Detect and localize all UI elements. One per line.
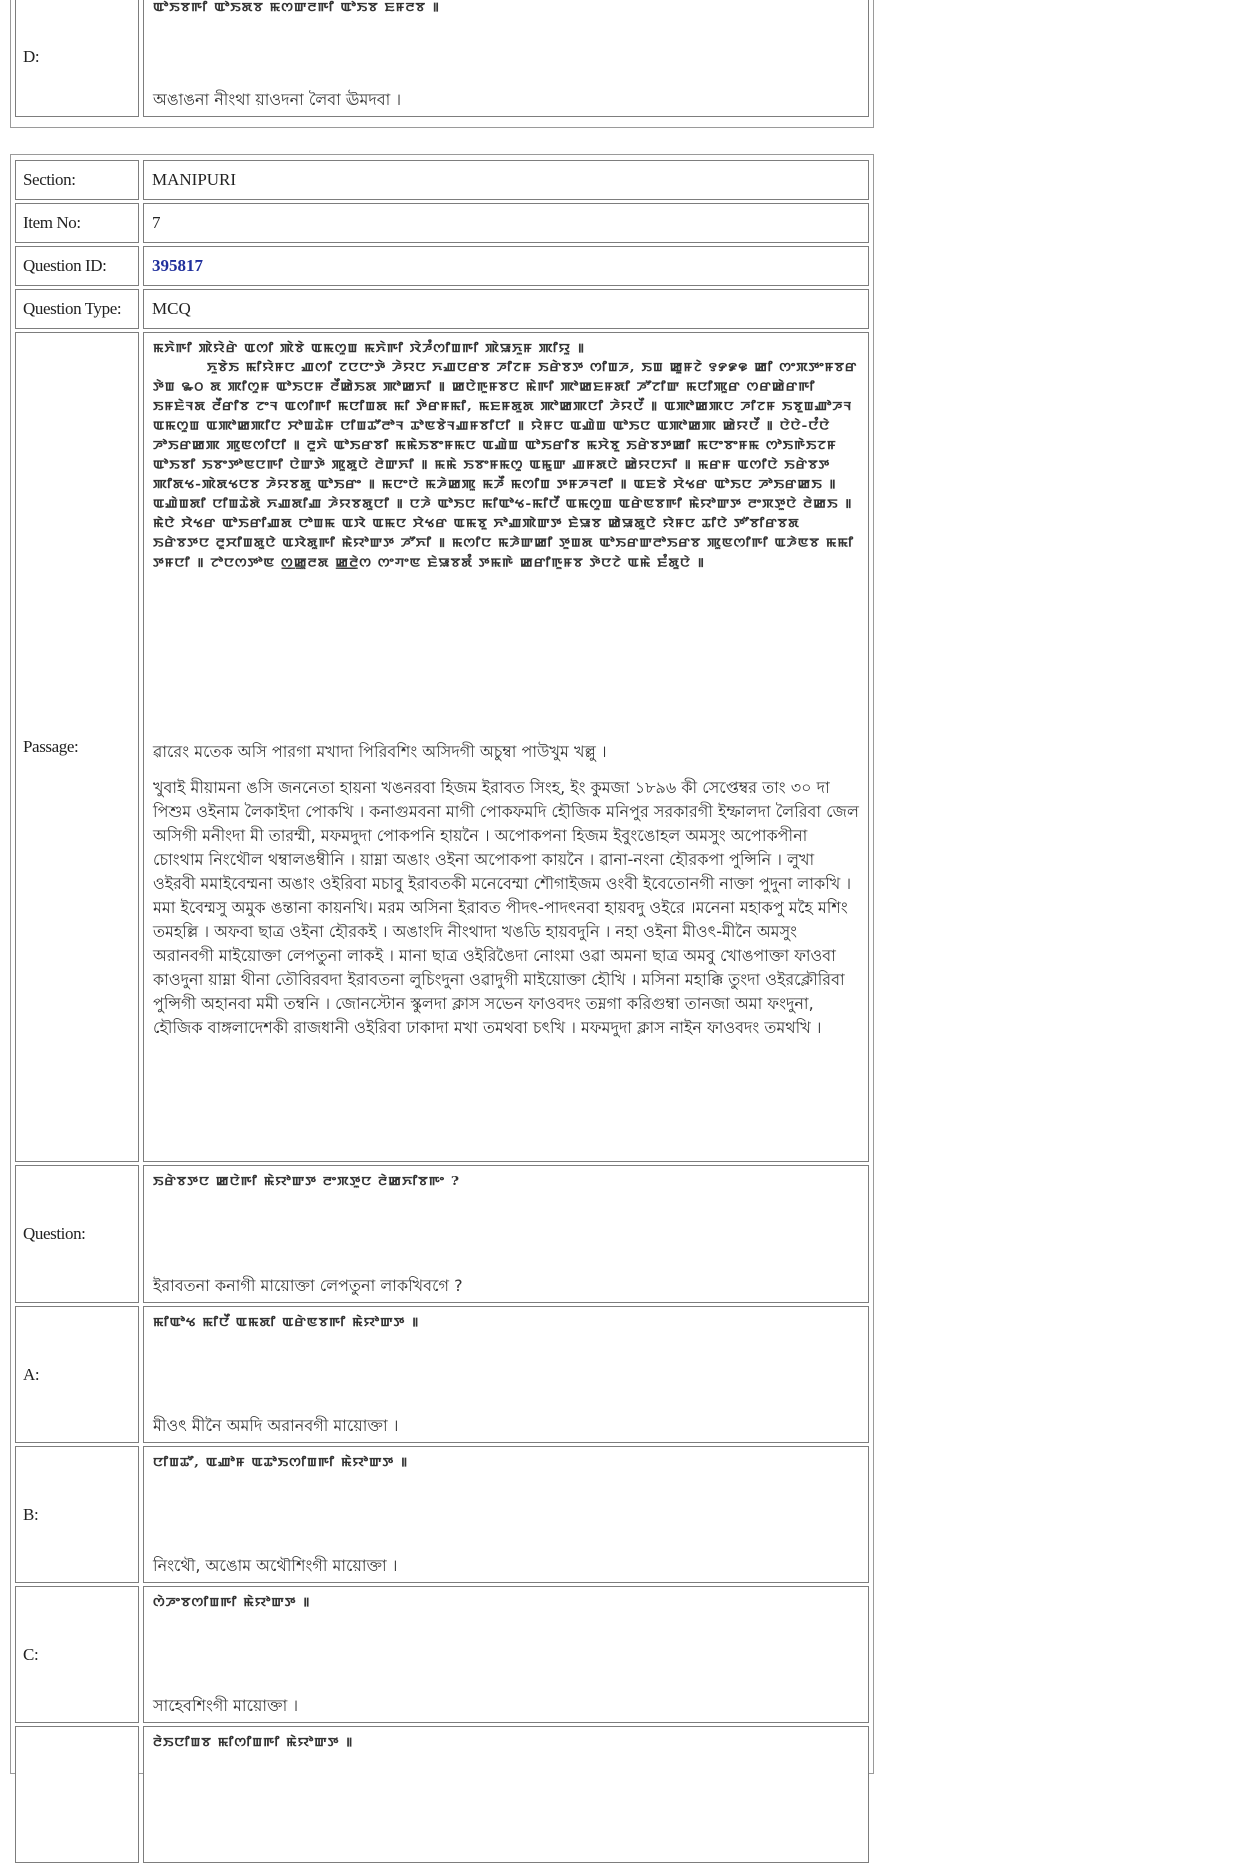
question-id-value-cell: [143, 246, 869, 286]
option-a-label: A:: [23, 1364, 40, 1384]
section-label-cell: [15, 160, 139, 200]
option-d-partial-label-cell: [15, 1726, 139, 1863]
passage-bengali-title: ৱারেং মতেক অসি পারগা মখাদা পিরিবশিং অসিদগী অচুম্বা পাউখুম খল্লু ।: [153, 742, 607, 761]
section-value: MANIPURI: [152, 170, 237, 189]
option-d-partial-row: [15, 1726, 869, 1863]
option-d-partial-manipuri-text: ꯂꯥꯏꯅꯤꯡꯕ ꯃꯤꯁꯤꯡꯒꯤ ꯃꯥꯌꯣꯛꯇ ꯫: [153, 1735, 354, 1750]
question-table: [10, 154, 874, 1774]
item-no-label-cell: [15, 203, 139, 243]
option-b-label-cell: [15, 1446, 139, 1583]
passage-label-cell: [15, 332, 139, 1162]
option-d-label: D:: [23, 47, 40, 66]
question-label-cell: [15, 1165, 139, 1303]
option-c-manipuri-text: ꯁꯥꯍꯦꯕꯁꯤꯡꯒꯤ ꯃꯥꯌꯣꯛꯇ ꯫: [153, 1595, 311, 1610]
item-no-label: Item No:: [23, 213, 81, 232]
option-b-value-cell: [143, 1446, 869, 1583]
question-type-label-cell: [15, 289, 139, 329]
passage-value-cell: [143, 332, 869, 1162]
option-a-bengali-text: মীওৎ মীনৈ অমদি অরানবগী মায়োক্তা ।: [153, 1416, 399, 1435]
item-no-row: [15, 203, 869, 243]
question-type-value: MCQ: [152, 299, 191, 318]
question-label: Question:: [23, 1224, 86, 1243]
passage-content: [153, 339, 860, 1040]
question-id-row: [15, 246, 869, 286]
passage-manipuri-body: ꯈꯨꯕꯥꯏ ꯃꯤꯌꯥꯝꯅ ꯉꯁꯤ ꯖꯅꯅꯦꯇꯥ ꯍꯥꯌꯅ ꯈꯉꯅꯔꯕ ꯍꯤꯖꯝ ꯏꯔꯥꯕꯇ ꯁꯤꯡꯍ, ꯏꯡ ꯀꯨꯝꯖꯥ ꯱꯸꯹꯶ ꯀꯤ ꯁꯦꯞꯇꯦꯝꯕꯔ ꯇꯥꯡ ꯳꯰ ꯗ ꯄꯤꯁꯨꯝ ꯑꯣꯏꯅꯝ ꯂꯩꯀꯥꯏꯗ ꯄꯣꯀꯈꯤ ꯫ ꯀꯅꯥꯒꯨꯝꯕꯅ ꯃꯥꯒꯤ ꯄꯣꯀꯐꯝꯗꯤ ꯍꯧꯖꯤꯛ ꯃꯅꯤꯄꯨꯔ ꯁꯔꯀꯥꯔꯒꯤ ꯏꯝꯐꯥꯜꯗ ꯂꯩꯔꯤꯕ ꯖꯦꯜ ꯑꯁꯤꯒꯤ ꯃꯅꯤꯡꯗ ꯃꯤ ꯇꯥꯔꯝꯃꯤ, ꯃꯐꯝꯗꯨꯗ ꯄꯣꯀꯄꯅꯤ ꯍꯥꯌꯅꯩ ꯫ ꯑꯄꯣꯀꯄꯅ ꯍꯤꯖꯝ ꯏꯕꯨꯡꯉꯣꯍꯜ ꯑꯃꯁꯨꯡ ꯑꯄꯣꯀꯄꯤꯅ ꯆꯣꯡꯊꯥꯝ ꯅꯤꯡꯊꯧꯂꯣꯜ ꯊꯣꯟꯕꯥꯜꯉꯝꯕꯤꯅꯤ ꯫ ꯌꯥꯝꯅ ꯑꯉꯥꯡ ꯑꯣꯏꯅ ꯑꯄꯣꯀꯄ ꯀꯥꯌꯅꯩ ꯫ ꯅꯥꯅꯥ-ꯅꯪꯅꯥ ꯍꯣꯏꯔꯀꯄ ꯄꯨꯟꯁꯤꯅꯤ ꯫ ꯂꯨꯈꯥ ꯑꯣꯏꯔꯕꯤ ꯃꯃꯥꯏꯕꯦꯝꯃꯅ ꯑꯉꯥꯡ ꯑꯣꯏꯔꯤꯕ ꯃꯆꯥꯕꯨ ꯏꯔꯥꯕꯇꯀꯤ ꯃꯅꯦꯕꯦꯝꯃ ꯁꯣꯏꯒꯥꯏꯖꯝ ꯑꯣꯏꯕꯤ ꯏꯕꯦꯇꯣꯟꯅꯒꯤ ꯅꯥꯛꯇꯥ ꯄꯨꯗꯨꯅꯥ ꯂꯥꯛꯈꯤ ꯫ ꯃꯃꯥ ꯏꯕꯦꯝꯃꯁꯨ ꯑꯃꯨꯛ ꯉꯝꯗꯅꯥ ꯀꯥꯌꯅꯈꯤ ꯫ ꯃꯔꯝ ꯑꯁꯤꯅꯥ ꯏꯔꯥꯕꯇ ꯄꯤꯗꯠ-ꯄꯥꯗꯠꯅꯕ ꯍꯥꯌꯕꯗꯨ ꯑꯣꯏꯔꯦ ꯫ ꯃꯅꯦꯅꯥ ꯃꯍꯥꯀꯄꯨ ꯃꯍꯩ ꯃꯁꯤꯡ ꯇꯝꯍꯜꯂꯤ ꯫ ꯑꯐꯕꯥ ꯆꯥꯠꯔ ꯑꯣꯏꯅ ꯍꯣꯏꯔꯀꯏ ꯫ ꯑꯉꯥꯡꯗꯤ ꯅꯤꯡꯊꯥꯗꯥ ꯈꯉꯗꯤꯉ ꯍꯥꯌꯕꯗꯨꯅꯤ ꯫ ꯅꯍꯥ ꯑꯣꯏꯅ ꯃꯤꯑꯣꯠ-ꯃꯤꯅꯩ ꯑꯃꯁꯨꯡ ꯑꯔꯥꯟꯕꯒꯤ ꯃꯥꯌꯣꯛꯇ ꯂꯦꯞꯇꯨꯅꯥ ꯂꯥꯀꯏ ꯫ ꯃꯥꯅꯥ ꯆꯥꯠꯔ ꯑꯣꯏꯔꯤꯉꯗ ꯅꯣꯡꯃ ꯑꯋꯥ ꯑꯃꯅ ꯆꯥꯠꯔ ꯑꯃꯕꯨ ꯈꯣꯉꯄꯥꯛꯇ ꯐꯥꯎꯕ ꯀꯥꯎꯗꯨꯅꯥ ꯌꯥꯝꯅ ꯊꯤꯅꯥ ꯇꯧꯕꯤꯔꯕꯗ ꯏꯔꯥꯕꯇꯅ ꯂꯨꯆꯤꯡꯗꯨꯅꯥ ꯑꯋꯥꯗꯨꯒꯤ ꯃꯥꯌꯣꯛꯇ ꯍꯧꯈꯤ ꯫ ꯃꯁꯤꯅ ꯃꯍꯥꯛꯀꯤ ꯇꯨꯡꯗ ꯑꯣꯏꯔꯛꯂꯣꯏꯔꯕ ꯄꯨꯟꯁꯤꯒꯤ ꯑꯍꯥꯟꯕ ꯃꯃꯤ ꯇꯝꯅꯤ ꯫ ꯖꯣꯅꯁꯇꯣꯟ ꯁ꯭ꯀꯨꯂꯗ ꯀ꯭ꯂꯥꯁ ꯁꯦꯚꯦꯟ ꯐꯥꯎꯕꯗꯪ ꯇꯃꯒꯥ ꯀꯔꯤꯒꯨꯝꯕ ꯇꯥꯅꯖꯥ ꯑꯃꯥ ꯐꯪꯗꯨꯅꯥ ꯫: [153, 360, 858, 570]
previous-question-table: [10, 0, 874, 128]
section-value-cell: [143, 160, 869, 200]
option-d-row: [15, 0, 869, 117]
option-c-bengali-text: সাহেবশিংগী মায়োক্তা ।: [153, 1696, 299, 1715]
option-b-bengali-text: নিংথৌ, অঙোম অথৌশিংগী মায়োক্তা ।: [153, 1556, 398, 1575]
option-c-row: [15, 1586, 869, 1723]
question-type-row: [15, 289, 869, 329]
item-no-value: 7: [152, 213, 161, 232]
option-a-value-cell: [143, 1306, 869, 1443]
section-row: [15, 160, 869, 200]
passage-bengali-body: খুবাই মীয়ামনা ঙসি জননেতা হায়না খঙনরবা হিজম ইরাবত সিংহ, ইং কুমজা ১৮৯৬ কী সেপ্তেম্বর তাং ৩০ দা পিশুম ওইনাম লৈকাইদা পোকখি । কনাগুমবনা মাগী পোকফমদি হৌজিক মনিপুর সরকারগী ইম্ফালদা লৈরিবা জেল অসিগী মনীংদা মী তারম্মী, মফমদুদা পোকপনি হায়নৈ । অপোকপনা হিজম ইবুংঙোহল অমসুং অপোকপীনা চোংথাম নিংথৌল থম্বালঙম্বীনি । য়াম্না অঙাং ওইনা অপোকপা কায়নৈ । ৱানা-নংনা হৌরকপা পুন্সিনি । লুখা ওইরবী মমাইবেম্মনা অঙাং ওইরিবা মচাবু ইরাবতকী মনেবেম্মা শৌগাইজম ওংবী ইবেতোনগী নাক্তা পুদুনা লাকখি । মমা ইবেম্মসু অমুক ঙন্তানা কায়নখি। মরম অসিনা ইরাবত পীদৎ-পাদৎনবা হায়বদু ওইরে ।মনেনা মহাকপু মহৈ মশিং তমহল্লি । অফবা ছাত্র ওইনা হৌরকই । অঙাংদি নীংথাদা খঙডি হায়বদুনি । নহা ওইনা মীওৎ-মীনৈ অমসুং অরানবগী মাইয়োক্তা লেপতুনা লাকই । মানা ছাত্র ওইরিঙৈদা নোংমা ওৱা অমনা ছাত্র অমবু খোঙপাক্তা ফাওবা কাওদুনা য়াম্না থীনা তৌবিরবদা ইরাবতনা লুচিংদুনা ওৱাদুগী মাইয়োক্তা হৌখি । মসিনা মহাক্কি তুংদা ওইরক্লৌরিবা পুন্সিগী অহানবা মমী তম্বনি । জোনস্টোন স্কুলদা ক্লাস সভেন ফাওবদং তম্নগা করিগুম্বা তানজা অমা ফংদুনা, হৌজিক বাঙ্গলাদেশকী রাজধানী ওইরিবা ঢাকাদা মখা তমথবা চৎখি । মফমদুদা ক্লাস নাইন ফাওবদং তমথখি ।: [153, 778, 859, 1037]
option-d-manipuri-text: ꯑꯣꯏꯕꯒꯤ ꯑꯣꯏꯗꯕ ꯃꯁꯛꯂꯒꯤ ꯑꯣꯏꯕ ꯐꯝꯂꯕ ꯫: [153, 0, 440, 15]
option-d-partial-value-cell: [143, 1726, 869, 1863]
option-a-manipuri-text: ꯃꯤꯑꯣꯠ ꯃꯤꯅꯩ ꯑꯃꯗꯤ ꯑꯔꯥꯟꯕꯒꯤ ꯃꯥꯌꯣꯛꯇ ꯫: [153, 1315, 420, 1330]
passage-label: Passage:: [23, 737, 79, 756]
option-c-value-cell: [143, 1586, 869, 1723]
question-type-label: Question Type:: [23, 299, 122, 318]
option-a-label-cell: [15, 1306, 139, 1443]
section-label: Section:: [23, 170, 76, 189]
option-b-manipuri-text: ꯅꯤꯡꯊꯧ, ꯑꯉꯣꯝ ꯑꯊꯣꯏꯁꯤꯡꯒꯤ ꯃꯥꯌꯣꯛꯇ ꯫: [153, 1455, 409, 1470]
option-c-label: C:: [23, 1644, 39, 1664]
option-b-row: [15, 1446, 869, 1583]
option-c-label-cell: [15, 1586, 139, 1723]
option-a-row: [15, 1306, 869, 1443]
passage-row: [15, 332, 869, 1162]
question-type-value-cell: [143, 289, 869, 329]
question-id-label-cell: [15, 246, 139, 286]
question-id-value: 395817: [152, 256, 203, 275]
option-d-bengali-text: অঙাঙনা নীংথা য়াওদনা লৈবা ঊমদবা ।: [153, 90, 402, 109]
passage-manipuri-title: ꯃꯈꯥꯒꯤ ꯄꯥꯌꯥꯔꯥ ꯑꯁꯤ ꯄꯥꯕꯥ ꯑꯃꯁꯨꯡ ꯃꯈꯥꯒꯤ ꯋꯥꯍꯪꯁꯤꯡꯒꯤ ꯄꯥꯎꯈꯨꯝ ꯄꯤꯌꯨ ꯫: [153, 341, 586, 356]
question-id-label: Question ID:: [23, 256, 107, 275]
question-value-cell: [143, 1165, 869, 1303]
item-no-value-cell: [143, 203, 869, 243]
question-row: [15, 1165, 869, 1303]
option-b-label: B:: [23, 1504, 39, 1524]
option-d-value-cell: [143, 0, 869, 117]
option-d-label-cell: [15, 0, 139, 117]
question-manipuri-text: ꯏꯔꯥꯕꯇꯅ ꯀꯅꯥꯒꯤ ꯃꯥꯌꯣꯛꯇ ꯂꯦꯞꯇꯨꯅ ꯂꯥꯀꯈꯤꯕꯒꯦ ?: [153, 1174, 461, 1189]
question-bengali-text: ইরাবতনা কনাগী মায়োক্তা লেপতুনা লাকখিবগে ?: [153, 1276, 463, 1295]
